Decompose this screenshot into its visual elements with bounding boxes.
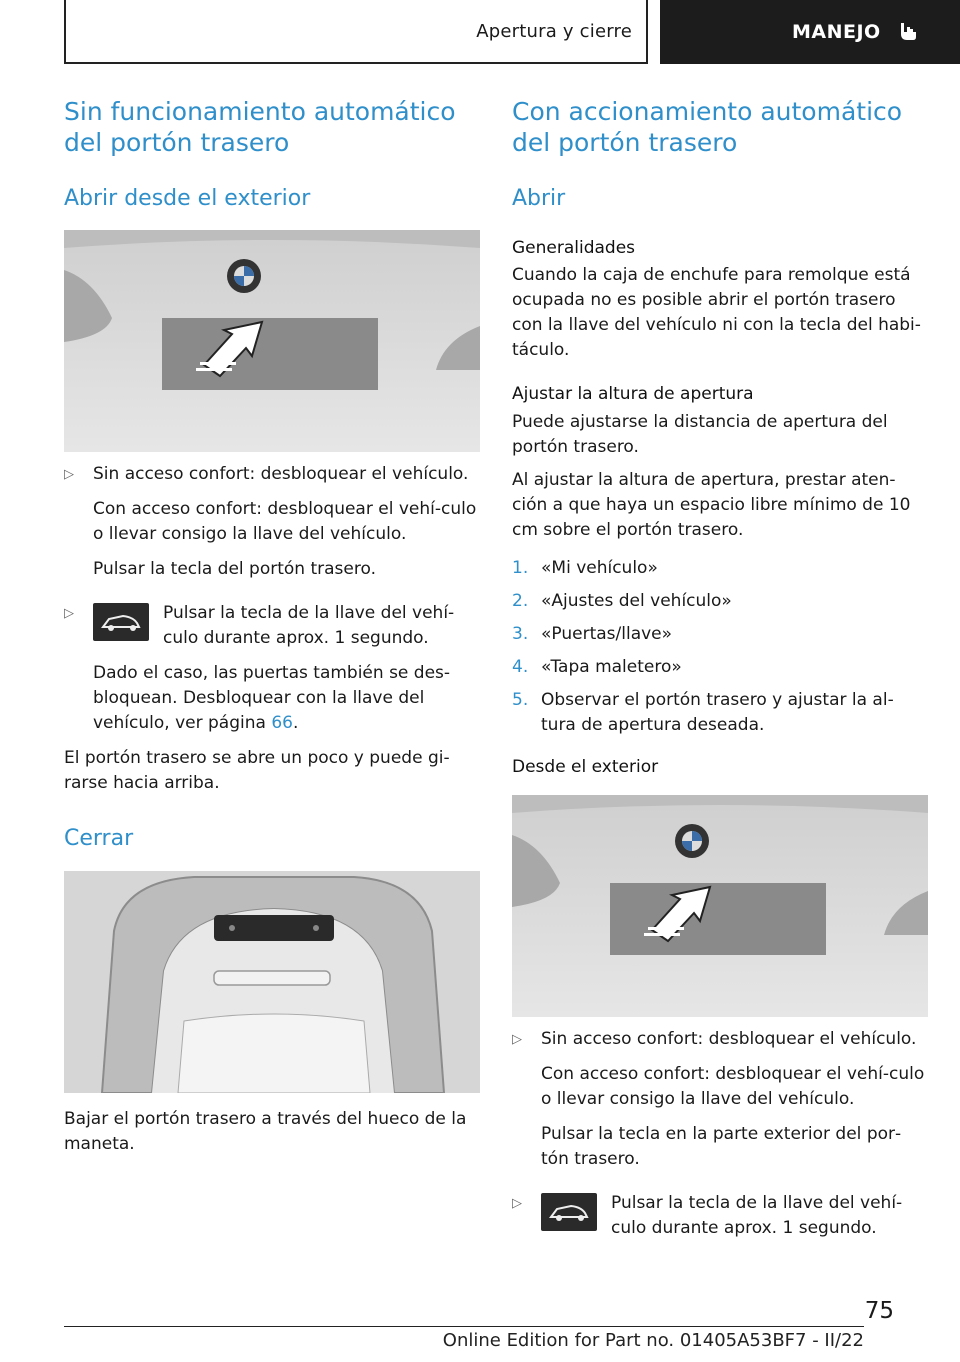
step-number: 3.: [512, 624, 529, 644]
right-open-heading: Abrir: [512, 186, 566, 211]
tailgate-interior-illustration: [64, 871, 480, 1093]
steps-list-item: [512, 589, 928, 614]
step-text: «Ajustes del vehículo»: [541, 591, 732, 611]
steps-list-item: [512, 622, 928, 647]
right-bullet-1-line-2: Con acceso confort: desbloquear el vehí‐culo o llevar consigo la llave del vehículo.: [541, 1064, 925, 1109]
left-bullet-1-line-2: Con acceso confort: desbloquear el vehí‐culo o llevar consigo la llave del vehículo.: [93, 499, 477, 544]
step-number: 4.: [512, 657, 529, 677]
bullet-triangle-icon: ▷: [512, 1196, 522, 1211]
general-heading: Generalidades: [512, 238, 636, 258]
exterior-heading: Desde el exterior: [512, 757, 659, 777]
header-chapter-tab: [660, 0, 960, 64]
steps-list: [512, 556, 928, 738]
steps-list-item: [512, 688, 928, 738]
adjust-height-heading: Ajustar la altura de apertura: [512, 384, 754, 404]
left-close-paragraph: Bajar el portón trasero a través del hueco de la maneta.: [64, 1109, 467, 1154]
left-bullet-1-line-1: Sin acceso confort: desbloquear el vehículo.: [93, 464, 469, 484]
header-chapter-title: MANEJO: [792, 21, 881, 43]
step-text: Observar el portón trasero y ajustar la al‐tura de apertura deseada.: [541, 690, 894, 735]
steps-list-item: [512, 655, 928, 680]
footer-divider: [64, 1326, 864, 1327]
bullet-triangle-icon: ▷: [64, 467, 74, 482]
page-number: 75: [864, 1298, 894, 1324]
left-bullet-2-para: [93, 661, 480, 736]
right-bullet-1-line-1: Sin acceso confort: desbloquear el vehículo.: [541, 1029, 917, 1049]
tailgate-exterior-illustration-2: [512, 795, 928, 1017]
steps-list-item: [512, 556, 928, 581]
left-bullet-2-line: Pulsar la tecla de la llave del vehí‐culo durante aprox. 1 segundo.: [163, 603, 455, 648]
right-bullet-2: [512, 1191, 928, 1241]
right-column: [512, 96, 928, 1241]
header-section-tab: [64, 0, 648, 64]
left-bullet-2-para-end: .: [292, 713, 299, 733]
left-column: [64, 96, 480, 1157]
step-number: 5.: [512, 690, 529, 710]
left-bullet-1-line-3: Pulsar la tecla del portón trasero.: [93, 559, 376, 579]
steering-hand-icon: [895, 20, 919, 44]
right-bullet-1-line-3: Pulsar la tecla en la parte exterior del por‐tón trasero.: [541, 1124, 902, 1169]
right-bullet-1: [512, 1027, 928, 1172]
key-tailgate-button-icon: [541, 1193, 597, 1231]
left-open-paragraph: El portón trasero se abre un poco y puede gi‐rarse hacia arriba.: [64, 748, 450, 793]
step-text: «Mi vehículo»: [541, 558, 658, 578]
bullet-triangle-icon: ▷: [512, 1032, 522, 1047]
header-section-title: Apertura y cierre: [476, 20, 632, 42]
adjust-paragraph-1: Puede ajustarse la distancia de apertura del portón trasero.: [512, 412, 888, 457]
footer-edition-text: Online Edition for Part no. 01405A53BF7 - II/22: [442, 1330, 864, 1351]
step-number: 1.: [512, 558, 529, 578]
step-text: «Puertas/llave»: [541, 624, 673, 644]
adjust-paragraph-2: Al ajustar la altura de apertura, prestar aten‐ción a que haya un espacio libre mínimo de 10 cm sobre el portón trasero.: [512, 470, 911, 540]
bullet-triangle-icon: ▷: [64, 606, 74, 621]
left-section-title: Sin funcionamiento automático del portón trasero: [64, 97, 456, 157]
step-number: 2.: [512, 591, 529, 611]
tailgate-exterior-illustration: [64, 230, 480, 452]
key-tailgate-button-icon: [93, 603, 149, 641]
step-text: «Tapa maletero»: [541, 657, 682, 677]
right-bullet-2-line: Pulsar la tecla de la llave del vehí‐culo durante aprox. 1 segundo.: [611, 1193, 903, 1238]
right-section-title: Con accionamiento automático del portón trasero: [512, 97, 903, 157]
left-bullet-2-para-text: Dado el caso, las puertas también se des‐bloquean. Desbloquear con la llave del vehículo, ver página: [93, 663, 451, 733]
left-bullet-1: [64, 462, 480, 582]
left-close-heading: Cerrar: [64, 826, 134, 851]
left-bullet-2: [64, 601, 480, 736]
left-open-heading: Abrir desde el exterior: [64, 186, 311, 211]
general-paragraph: Cuando la caja de enchufe para remolque está ocupada no es posible abrir el portón trasero con la llave del vehículo ni con la tecla del habi‐táculo.: [512, 265, 921, 360]
page-reference-link[interactable]: 66: [271, 713, 293, 733]
